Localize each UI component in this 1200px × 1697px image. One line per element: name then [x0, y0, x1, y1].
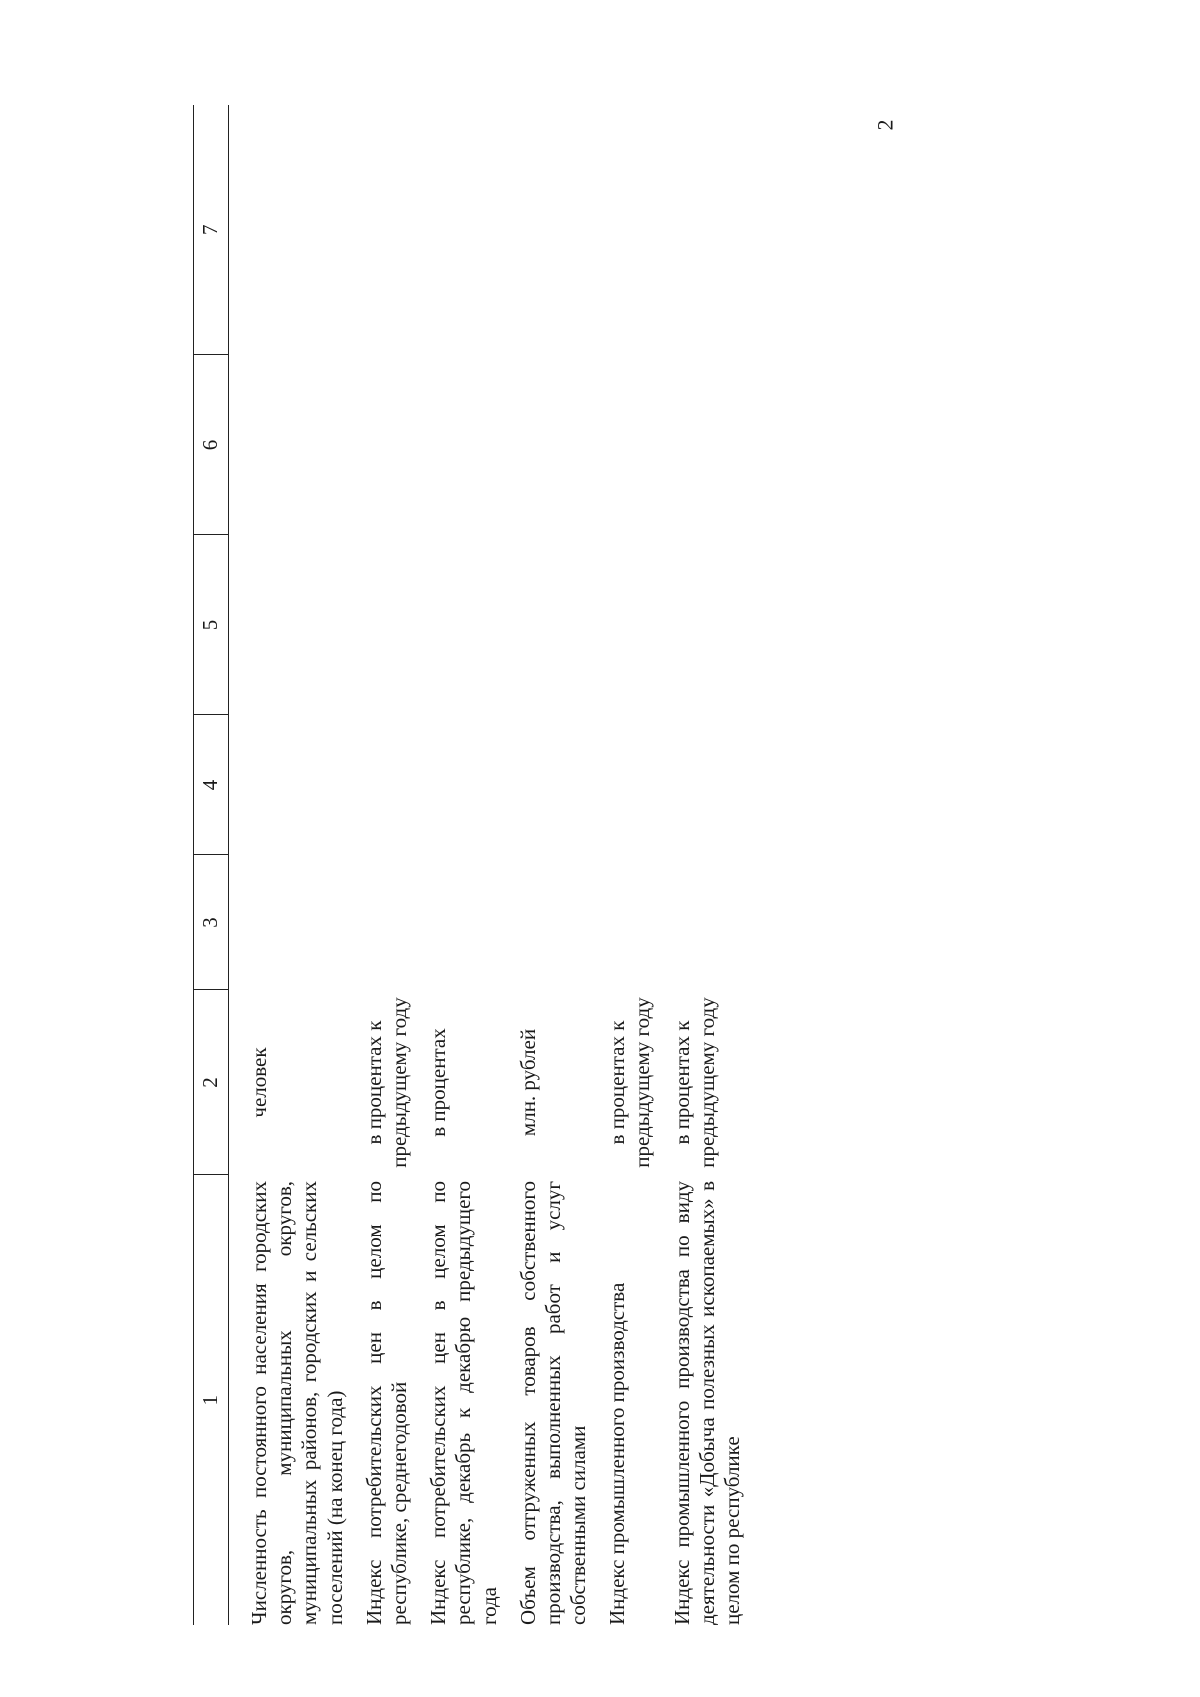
column-header-3: 3 [194, 855, 229, 990]
column-header-6: 6 [194, 355, 229, 535]
unit-cell: человек [247, 1047, 271, 1118]
value-cell [229, 105, 362, 355]
indicator-cell: Индекс потребительских цен в целом по республике, декабрь к декабрю предыдущего года [426, 1181, 501, 1625]
value-cell [670, 355, 760, 535]
value-cell [516, 105, 606, 355]
unit-cell: в процентах к предыдущему году [361, 997, 411, 1168]
table-row [362, 105, 426, 1625]
value-cell [605, 535, 669, 715]
column-header-7: 7 [194, 105, 229, 355]
value-cell [362, 855, 426, 990]
table-row [426, 105, 516, 1625]
value-cell [670, 855, 760, 990]
table-row [670, 105, 760, 1625]
value-cell [516, 355, 606, 535]
value-cell [362, 715, 426, 855]
value-cell [605, 355, 669, 535]
indicator-cell: Индекс промышленного производства [605, 1282, 630, 1625]
table-row [516, 105, 606, 1625]
indicator-cell: Объем отгруженных товаров собственного производства, выполненных работ и услуг собственными силами [515, 1181, 591, 1625]
table-row [229, 105, 362, 1625]
value-cell [670, 535, 760, 715]
value-cell [426, 855, 516, 990]
value-cell [516, 715, 606, 855]
value-cell [229, 535, 362, 715]
unit-cell: в процентах к предыдущему году [669, 997, 719, 1168]
column-header-2: 2 [194, 990, 229, 1175]
page-number: 2 [872, 119, 898, 131]
table-row [605, 105, 669, 1625]
value-cell [426, 715, 516, 855]
indicators-table [193, 105, 759, 1625]
unit-cell: в процентах к предыдущему году [605, 997, 655, 1168]
value-cell [362, 355, 426, 535]
column-header-1: 1 [194, 1175, 229, 1625]
indicator-cell: Индекс потребительских цен в целом по республике, среднегодовой [361, 1181, 411, 1625]
value-cell [362, 105, 426, 355]
column-header-5: 5 [194, 535, 229, 715]
value-cell [670, 105, 760, 355]
table-header-row [194, 105, 229, 1625]
value-cell [670, 715, 760, 855]
value-cell [605, 715, 669, 855]
value-cell [229, 715, 362, 855]
column-header-4: 4 [194, 715, 229, 855]
value-cell [605, 855, 669, 990]
value-cell [426, 105, 516, 355]
value-cell [605, 105, 669, 355]
value-cell [362, 535, 426, 715]
unit-cell: в процентах [426, 1028, 451, 1137]
value-cell [229, 855, 362, 990]
value-cell [426, 355, 516, 535]
indicator-cell: Численность постоянного населения городских округов, муниципальных округов, муниципальных районов, городских и сельских поселений (на конец года) [247, 1181, 347, 1625]
value-cell [516, 535, 606, 715]
value-cell [516, 855, 606, 990]
unit-cell: млн. рублей [515, 1028, 540, 1137]
value-cell [229, 355, 362, 535]
rotated-table-container [193, 105, 983, 1625]
indicator-cell: Индекс промышленного производства по виду деятельности «Добыча полезных ископаемых» в целом по республике [669, 1181, 744, 1625]
value-cell [426, 535, 516, 715]
